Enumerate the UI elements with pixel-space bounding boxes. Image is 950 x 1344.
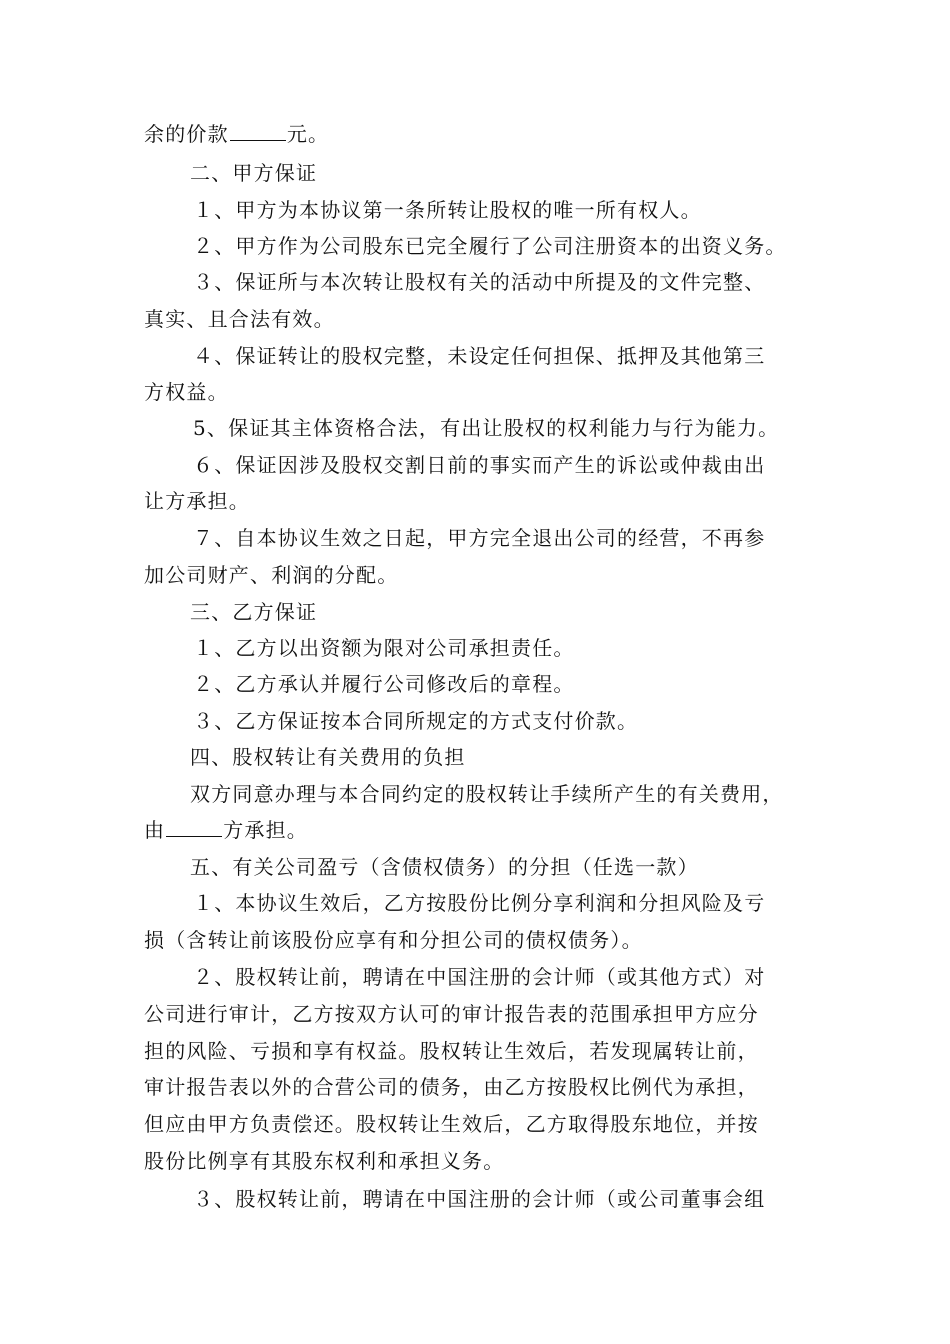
paragraph-line: ２、乙方承认并履行公司修改后的章程。	[193, 672, 575, 696]
paragraph-line: ２、甲方作为公司股东已完全履行了公司注册资本的出资义务。	[193, 234, 787, 258]
paragraph-line: ３、保证所与本次转让股权有关的活动中所提及的文件完整、	[193, 270, 766, 294]
paragraph-line: ３、股权转让前，聘请在中国注册的会计师（或公司董事会组	[193, 1187, 766, 1211]
paragraph-line: 加公司财产、利润的分配。	[144, 563, 399, 587]
paragraph-line: 余的价款 元。	[144, 122, 330, 146]
section-heading: 四、股权转让有关费用的负担	[190, 745, 466, 769]
paragraph-line: 审计报告表以外的合营公司的债务，由乙方按股权比例代为承担，	[144, 1075, 759, 1099]
paragraph-line: ２、股权转让前，聘请在中国注册的会计师（或其他方式）对	[193, 965, 766, 989]
paragraph-line: ７、自本协议生效之日起，甲方完全退出公司的经营，不再参	[193, 526, 766, 550]
paragraph-line: 让方承担。	[144, 489, 250, 513]
paragraph-line: 双方同意办理与本合同约定的股权转让手续所产生的有关费用，	[190, 782, 784, 806]
paragraph-line: 真实、且合法有效。	[144, 307, 335, 331]
paragraph-line: 但应由甲方负责偿还。股权转让生效后，乙方取得股东地位，并按	[144, 1112, 759, 1136]
section-heading: 三、乙方保证	[190, 600, 318, 624]
paragraph-line: １、本协议生效后，乙方按股份比例分享利润和分担风险及亏	[193, 891, 766, 915]
paragraph-line: 担的风险、亏损和享有权益。股权转让生效后，若发现属转让前，	[144, 1039, 759, 1063]
paragraph-line: 5、保证其主体资格合法，有出让股权的权利能力与行为能力。	[193, 416, 780, 440]
paragraph-line: １、甲方为本协议第一条所转让股权的唯一所有权人。	[193, 198, 702, 222]
fill-in-blank	[166, 818, 222, 837]
section-heading: 二、甲方保证	[190, 161, 318, 185]
paragraph-line: 由 方承担。	[144, 818, 309, 842]
paragraph-line: ３、乙方保证按本合同所规定的方式支付价款。	[193, 709, 639, 733]
section-heading: 五、有关公司盈亏（含债权债务）的分担（任选一款）	[190, 855, 699, 879]
paragraph-line: 方权益。	[144, 380, 229, 404]
paragraph-line: １、乙方以出资额为限对公司承担责任。	[193, 636, 575, 660]
paragraph-line: 股份比例享有其股东权利和承担义务。	[144, 1149, 505, 1173]
paragraph-line: ４、保证转让的股权完整，未设定任何担保、抵押及其他第三	[193, 344, 766, 368]
fill-in-blank	[230, 122, 286, 141]
paragraph-line: 公司进行审计，乙方按双方认可的审计报告表的范围承担甲方应分	[144, 1002, 759, 1026]
paragraph-line: ６、保证因涉及股权交割日前的事实而产生的诉讼或仲裁由出	[193, 453, 766, 477]
paragraph-line: 损（含转让前该股份应享有和分担公司的债权债务）。	[144, 928, 643, 952]
